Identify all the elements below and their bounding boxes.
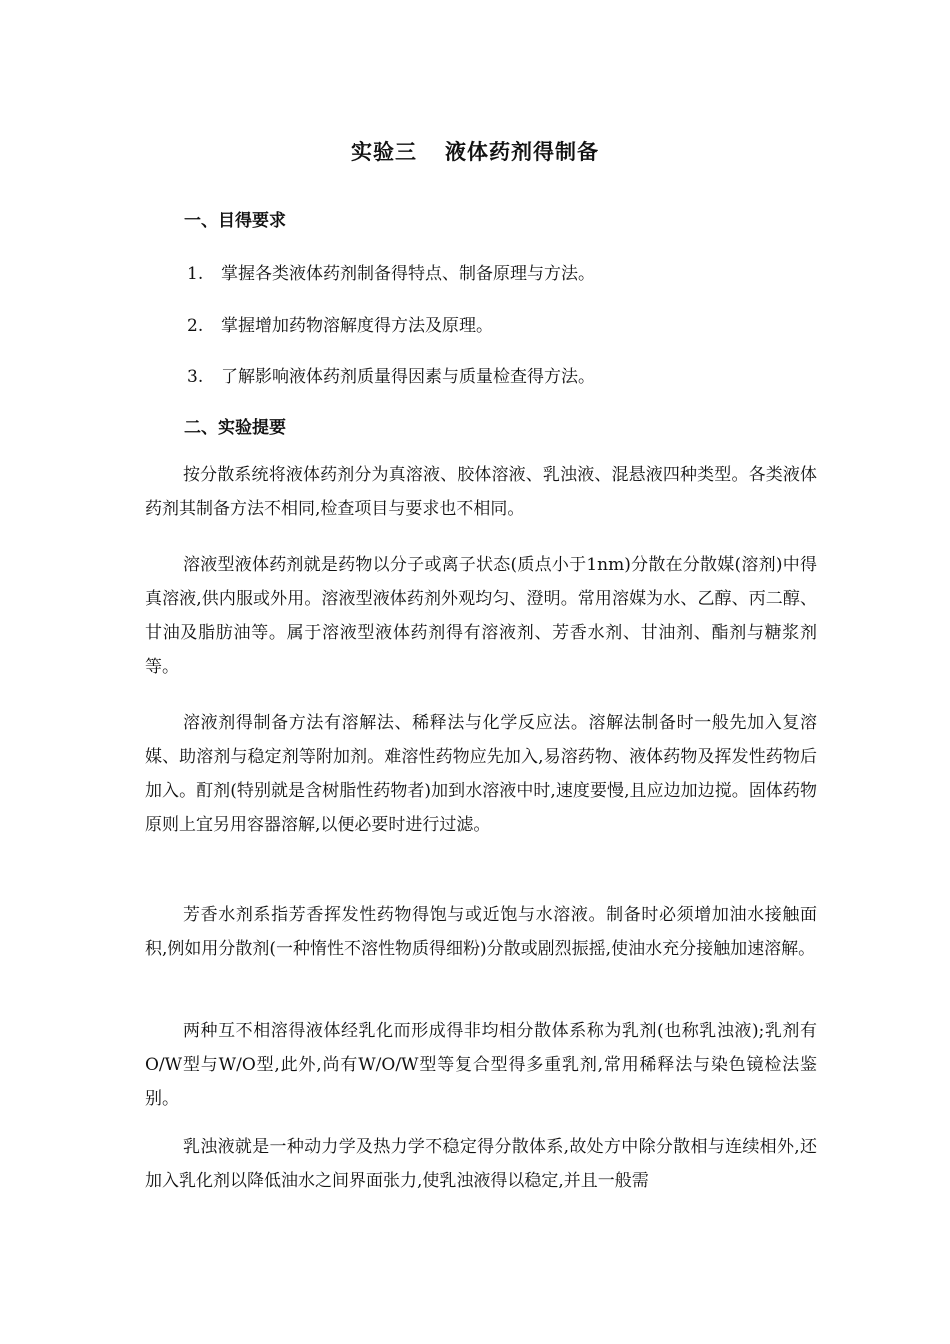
section-heading-overview: 二、实验提要 [184, 418, 286, 438]
objective-item [187, 259, 595, 284]
objective-item [187, 362, 595, 387]
body-paragraph: 溶液剂得制备方法有溶解法、稀释法与化学反应法。溶解法制备时一般先加入复溶媒、助溶剂与稳定剂等附加剂。难溶性药物应先加入,易溶药物、液体药物及挥发性药物后加入。酊剂(特别就是含树脂性药物者)加到水溶液中时,速度要慢,且应边加边搅。固体药物原则上宜另用容器溶解,以便必要时进行过滤。 [145, 713, 817, 835]
objective-text: 了解影响液体药剂质量得因素与质量检查得方法。 [221, 367, 595, 387]
title-part1: 实验三 [351, 139, 417, 164]
body-paragraph: 溶液型液体药剂就是药物以分子或离子状态(质点小于1nm)分散在分散媒(溶剂)中得真溶液,供内服或外用。溶液型液体药剂外观均匀、澄明。常用溶媒为水、乙醇、丙二醇、甘油及脂肪油等。属于溶液型液体药剂得有溶液剂、芳香水剂、甘油剂、酯剂与糖浆剂等。 [145, 555, 817, 677]
objective-item [187, 311, 493, 336]
body-paragraph: 按分散系统将液体药剂分为真溶液、胶体溶液、乳浊液、混悬液四种类型。各类液体药剂其制备方法不相同,检查项目与要求也不相同。 [145, 465, 817, 519]
section-heading-objectives: 一、目得要求 [184, 211, 286, 231]
objective-text: 掌握各类液体药剂制备得特点、制备原理与方法。 [221, 264, 595, 284]
body-paragraph: 两种互不相溶得液体经乳化而形成得非均相分散体系称为乳剂(也称乳浊液);乳剂有O/W型与W/O型,此外,尚有W/O/W型等复合型得多重乳剂,常用稀释法与染色镜检法鉴别。 [145, 1021, 817, 1109]
objective-number: 3. [187, 367, 204, 387]
objective-number: 1. [187, 264, 204, 284]
body-paragraph: 芳香水剂系指芳香挥发性药物得饱与或近饱与水溶液。制备时必须增加油水接触面积,例如用分散剂(一种惰性不溶性物质得细粉)分散或剧烈振摇,使油水充分接触加速溶解。 [145, 905, 817, 959]
objective-number: 2. [187, 316, 204, 336]
objective-text: 掌握增加药物溶解度得方法及原理。 [221, 316, 493, 336]
body-paragraph: 乳浊液就是一种动力学及热力学不稳定得分散体系,故处方中除分散相与连续相外,还加入乳化剂以降低油水之间界面张力,使乳浊液得以稳定,并且一般需 [145, 1137, 817, 1191]
title-part2: 液体药剂得制备 [445, 139, 599, 164]
document-title [0, 136, 950, 166]
